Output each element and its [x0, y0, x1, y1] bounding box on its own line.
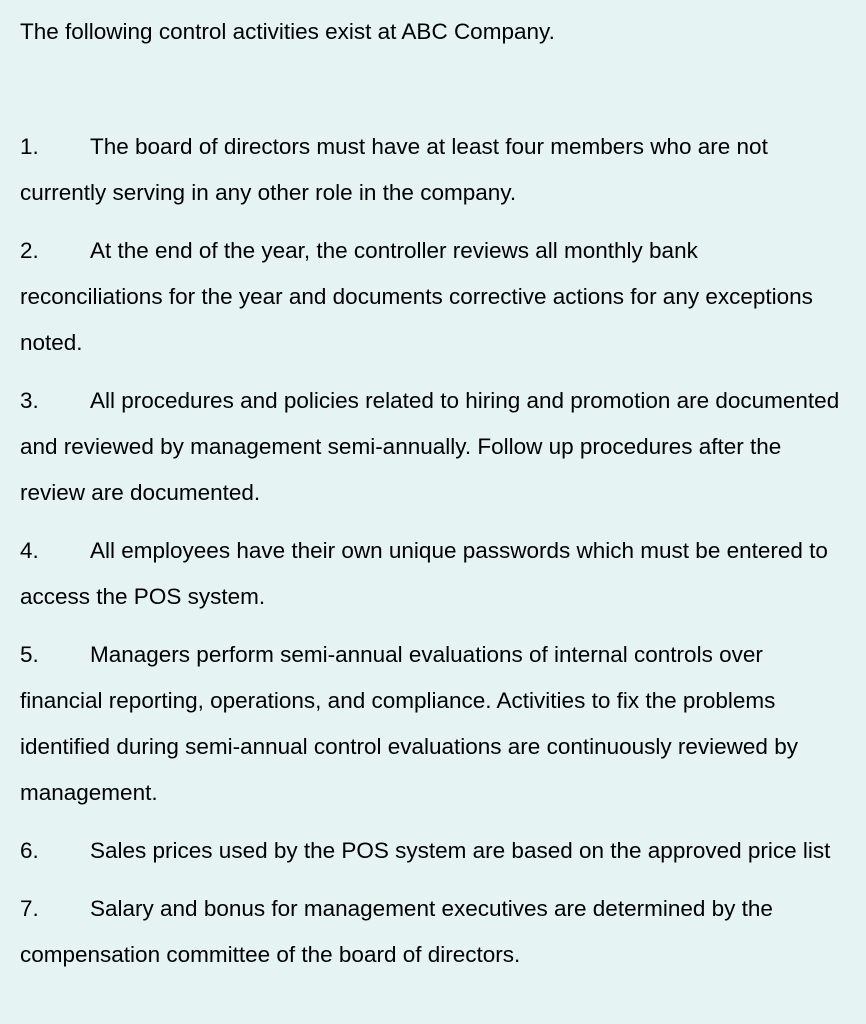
item-number: 6.: [20, 838, 39, 863]
list-item: [20, 378, 846, 516]
item-number: 3.: [20, 388, 39, 413]
list-item: [20, 886, 846, 978]
item-number: 4.: [20, 538, 39, 563]
intro-text: The following control activities exist at ABC Company.: [20, 19, 555, 44]
item-text: All employees have their own unique passwords which must be entered to access the POS system.: [20, 538, 828, 609]
item-text: All procedures and policies related to hiring and promotion are documented and reviewed by management semi-annually. Follow up procedures after the review are documented.: [20, 388, 840, 505]
item-number: 2.: [20, 238, 39, 263]
control-activities-list: [20, 124, 846, 990]
list-item: [20, 528, 846, 620]
item-text: Sales prices used by the POS system are based on the approved price list: [90, 838, 831, 863]
item-text: Salary and bonus for management executives are determined by the compensation committee of the board of directors.: [20, 896, 773, 967]
list-item: [20, 228, 846, 366]
item-text: At the end of the year, the controller reviews all monthly bank reconciliations for the year and documents corrective actions for any exceptions noted.: [20, 238, 813, 355]
list-item: [20, 632, 846, 816]
item-number: 1.: [20, 134, 39, 159]
list-item: [20, 828, 846, 874]
item-text: Managers perform semi-annual evaluations of internal controls over financial reporting, operations, and compliance. Activities to fix the problems identified during semi-annual control evaluations are continuously reviewed by management.: [20, 642, 798, 805]
item-number: 7.: [20, 896, 39, 921]
item-number: 5.: [20, 642, 39, 667]
item-text: The board of directors must have at least four members who are not currently serving in any other role in the company.: [20, 134, 768, 205]
list-item: [20, 124, 846, 216]
